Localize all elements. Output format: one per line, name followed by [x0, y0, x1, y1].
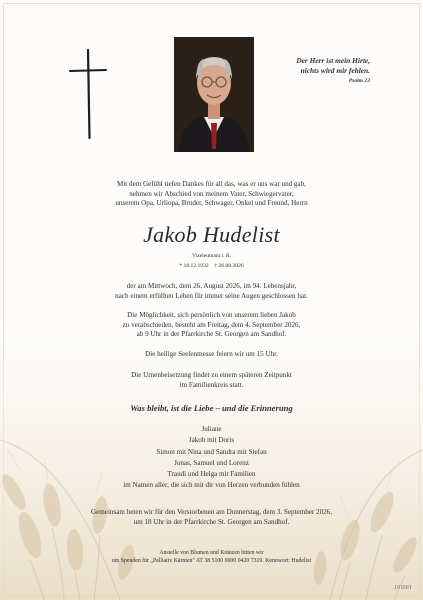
intro-text	[40, 180, 383, 209]
prayer-line: um 18 Uhr in der Pfarrkirche St. Georgen am Sandhof.	[133, 517, 290, 526]
mass-text: Die heilige Seelenmesse feiern wir um 15 Uhr.	[145, 350, 278, 358]
psalm-quote	[272, 56, 370, 86]
mourner: im Namen aller, die sich mit dir von Herzen verbunden fühlen	[123, 481, 300, 490]
intro-line: nehmen wir Abschied von meinem Vater, Schwiegervater,	[129, 189, 294, 198]
deceased-title: Vizeleutnant i. R.	[191, 253, 232, 259]
deceased-dates: * 18.12.1932 † 26.08.2026	[179, 263, 244, 269]
mourners-list	[40, 425, 383, 491]
quote-source: Psalm 23	[348, 78, 370, 84]
donation-line: um Spenden für „Palliativ Kärnten" AT 38 5100 0000 0420 7319. Kennwort: Hudelist	[111, 558, 312, 564]
quote-line-2: nichts wird mir fehlen.	[300, 66, 370, 75]
portrait-photo	[174, 37, 254, 152]
urn-line: Die Urnenbeisetzung findet zu einem späteren Zeitpunkt	[131, 371, 292, 379]
urn-line: im Familienkreis statt.	[179, 380, 244, 389]
motto: Was bleibt, ist die Liebe – und die Erinnerung	[130, 403, 293, 413]
mourner: Simon mit Nina und Sandra mit Stefan	[156, 447, 267, 456]
farewell-line: Die Möglichkeit, sich persönlich von unserem lieben Jakob	[127, 311, 296, 319]
donation-line: Anstelle von Blumen und Kränzen bitten wir	[159, 550, 264, 556]
donation-text	[40, 549, 383, 565]
farewell-line: ab 9 Uhr in der Pfarrkirche St. Georgen am Sandhof.	[136, 330, 287, 339]
urn-text	[40, 371, 383, 390]
mourner: Juliane	[201, 425, 222, 433]
mourner: Jonas, Samuel und Lorenz	[174, 458, 249, 467]
death-notice-line: der am Mittwoch, dem 26. August 2026, im 94. Lebensjahr,	[126, 282, 297, 290]
mourner: Traudi und Helga mit Familien	[167, 470, 256, 479]
intro-line: Mit dem Gefühl tiefen Dankes für all das, was er uns war und gab,	[117, 180, 306, 188]
death-notice	[40, 282, 383, 301]
death-notice-line: nach einem erfüllten Leben für immer seine Augen geschlossen hat.	[115, 291, 308, 300]
intro-line: unserem Opa, Urliopa, Bruder, Schwager, Onkel und Freund, Herrn	[115, 199, 308, 208]
barcode-icon	[395, 585, 411, 589]
quote-line-1: Der Herr ist mein Hirte,	[296, 56, 370, 65]
mourner: Jakob mit Doris	[188, 436, 235, 445]
farewell-text	[40, 311, 383, 340]
farewell-line: zu verabschieden, besteht am Freitag, dem 4. September 2026,	[122, 320, 301, 329]
cross-icon	[68, 48, 108, 140]
prayer-line: Gemeinsam beten wir für den Verstorbenen am Donnerstag, dem 3. September 2026,	[91, 508, 332, 516]
prayer-text	[40, 508, 383, 527]
deceased-details	[40, 252, 383, 270]
deceased-name: Jakob Hudelist	[143, 222, 280, 247]
